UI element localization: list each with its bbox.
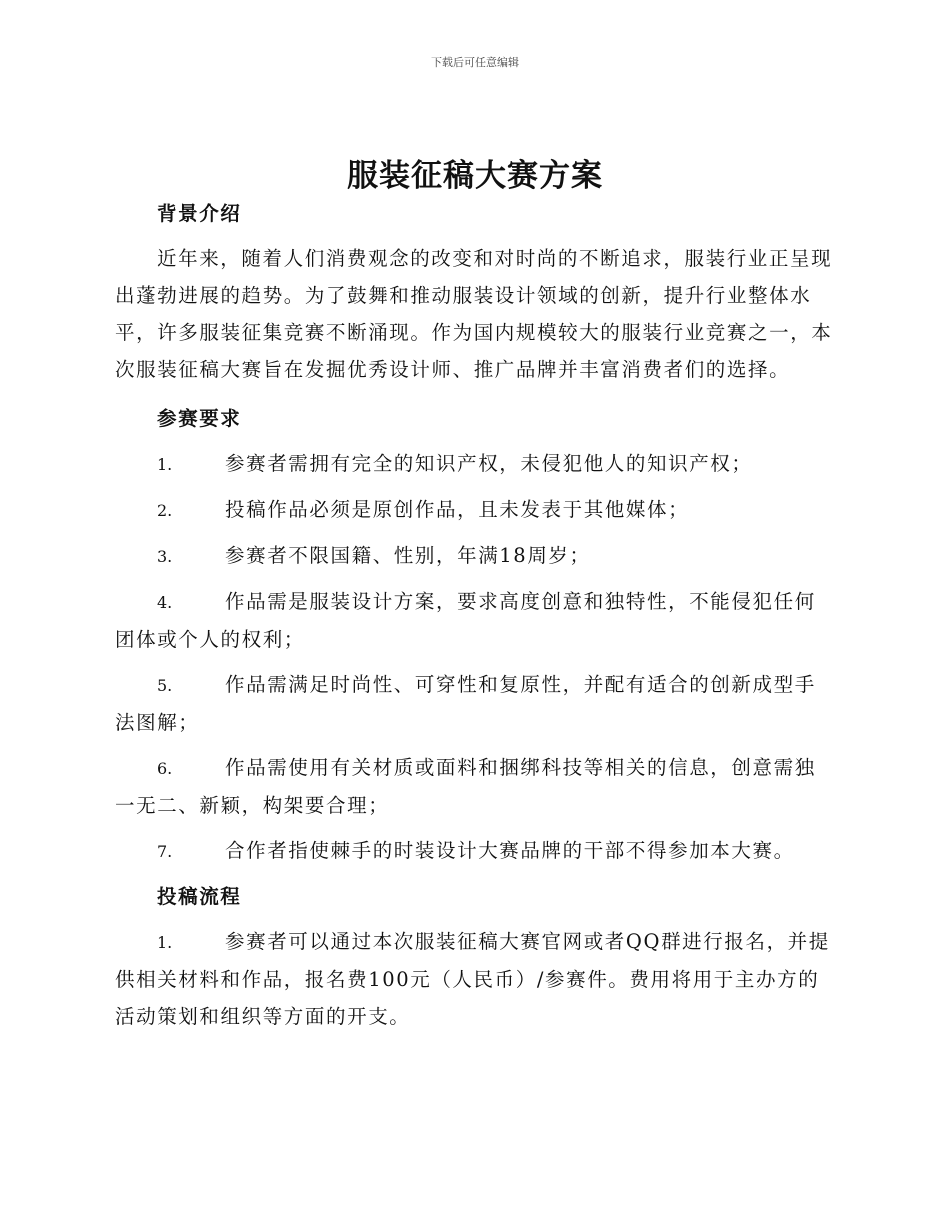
section-heading-requirements: 参赛要求 — [157, 407, 242, 430]
list-item — [115, 666, 835, 741]
list-item — [115, 445, 835, 483]
list-item-number: 2. — [157, 501, 173, 520]
list-item — [115, 537, 835, 575]
list-item — [115, 491, 835, 529]
list-item — [115, 832, 835, 870]
list-item-text: 参赛者需拥有完全的知识产权，未侵犯他人的知识产权； — [225, 452, 753, 475]
list-item-text: 作品需是服装设计方案，要求高度创意和独特性，不能侵犯任何团体或个人的权利； — [115, 590, 816, 651]
list-item-text: 作品需满足时尚性、可穿性和复原性，并配有适合的创新成型手法图解； — [115, 673, 816, 734]
list-item — [115, 583, 835, 658]
list-item-number: 4. — [157, 593, 173, 612]
list-item-number: 5. — [157, 676, 173, 695]
header-note: 下载后可任意编辑 — [431, 56, 519, 69]
list-item-number: 7. — [157, 842, 173, 861]
section-heading-background: 背景介绍 — [157, 202, 242, 225]
list-item-number: 3. — [157, 547, 173, 566]
list-item — [115, 923, 835, 1035]
section-heading-process: 投稿流程 — [157, 885, 242, 908]
list-item-text: 参赛者可以通过本次服装征稿大赛官网或者QQ群进行报名，并提供相关材料和作品，报名费100元（人民币）/参赛件。费用将用于主办方的活动策划和组织等方面的开支。 — [115, 930, 830, 1028]
list-item-text: 合作者指使棘手的时装设计大赛品牌的干部不得参加本大赛。 — [225, 839, 795, 862]
document-body — [115, 195, 835, 1035]
background-paragraph: 近年来，随着人们消费观念的改变和对时尚的不断追求，服装行业正呈现出蓬勃进展的趋势。为了鼓舞和推动服装设计领域的创新，提升行业整体水平，许多服装征集竞赛不断涌现。作为国内规模较大的服装行业竞赛之一，本次服装征稿大赛旨在发掘优秀设计师、推广品牌并丰富消费者们的选择。 — [115, 247, 833, 381]
list-item-text: 作品需使用有关材质或面料和捆绑科技等相关的信息，创意需独一无二、新颖，构架要合理； — [115, 756, 816, 817]
list-item-number: 6. — [157, 759, 173, 778]
list-item-number: 1. — [157, 933, 173, 952]
list-item-text: 参赛者不限国籍、性别，年满18周岁； — [225, 544, 591, 567]
list-item-text: 投稿作品必须是原创作品，且未发表于其他媒体； — [225, 498, 690, 521]
list-item-number: 1. — [157, 455, 173, 474]
document-title: 服装征稿大赛方案 — [347, 158, 603, 194]
list-item — [115, 749, 835, 824]
